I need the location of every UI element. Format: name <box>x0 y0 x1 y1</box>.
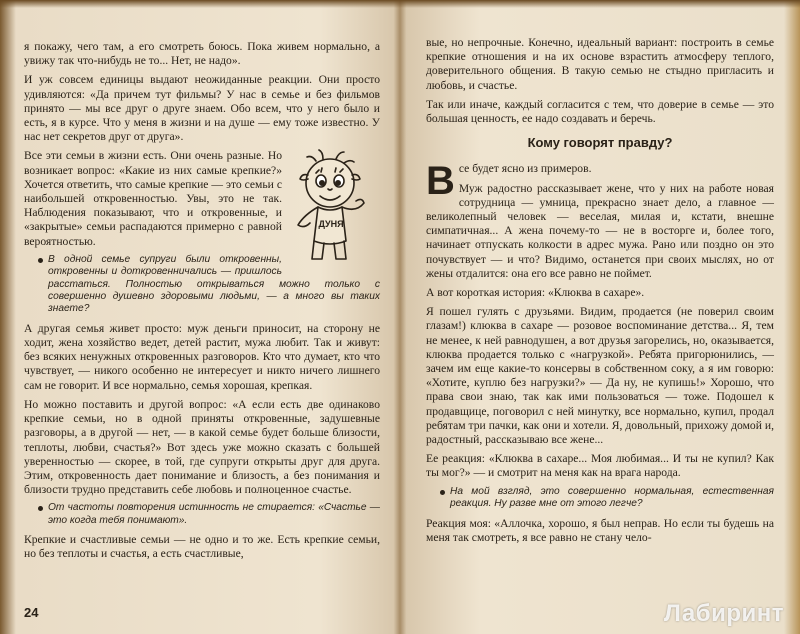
dropcap-paragraph <box>426 159 774 204</box>
paragraph: Крепкие и счастливые семьи — не одно и то же. Есть крепкие семьи, но без теплоты и счастья, а есть счастливые, <box>24 533 380 561</box>
dropcap-text: се будет ясно из примеров. <box>458 162 592 176</box>
note-bullet: В одной семье супруги были откровенны, откровенны и доткровенничались — пришлось расстаться. Полностью открываться можно только с совершенно душевно здоровыми людьми, — а много вы таких знаете? <box>38 254 380 316</box>
paragraph: я покажу, чего там, а его смотреть боюсь. Пока живем нормально, а увижу так что-нибудь не то... Нет, не надо». <box>24 40 380 68</box>
paragraph: А другая семья живет просто: муж деньги приносит, на сторону не ходит, жена хозяйство ведет, детей растит, мужа любит. Так и живут: без всяких ненужных откровенных разговоров. Кто что думает, кто что чувствует, — никого особенно не интересует и никто ничего лишнего сам не говорит. И все нормально, семья хорошая, крепкая. <box>24 321 380 392</box>
note-bullet: От частоты повторения истинность не стирается: «Счастье — это когда тебя понимают». <box>38 502 380 527</box>
left-text-column <box>24 40 380 567</box>
illustration-label: ДУНЯ <box>318 219 344 230</box>
note-bullet: На мой взгляд, это совершенно нормальная, естественная реакция. Ну разве мне от этого легче? <box>440 486 774 511</box>
paragraph: вые, но непрочные. Конечно, идеальный вариант: построить в семье крепкие отношения и на их основе взрастить атмосферу теплого, доверительного общения. В такую семью не стыдно пригласить и любовь, и счастье. <box>426 36 774 92</box>
paragraph: Муж радостно рассказывает жене, что у них на работе новая сотрудница — умница, прекрасно знает дело, а главное — великолепный человек — веселая, милая и, кстати, внешне симпатичная... А жена почему-то — не в восторге и, более того, начинает отпускать колкости в адрес мужа. Рано или поздно он это почувствует — и что? Видимо, останется при своих мыслях, но от жены отдалится: она его все равно не поймет. <box>426 181 774 280</box>
paragraph: А вот короткая история: «Клюква в сахаре». <box>426 286 645 300</box>
dropcap-letter: В <box>426 159 455 204</box>
cartoon-child-illustration <box>288 149 380 267</box>
watermark-logo: Лабиринт <box>663 600 784 627</box>
paragraph: Но можно поставить и другой вопрос: «А если есть две одинаково крепкие семьи, но в одной приняты откровенные, задушевные разговоры, а в другой — нет, — в какой семье будет больше близости, теплоты, любви, счастья?» Вот здесь уже можно сказать с большей уверенностью — скорее, в той, где супруги открыты друг для друга. Этим, откровенность дает понимание и близость, а без понимания и близости трудно представить себе любовь и полноценное счастье. <box>24 397 380 497</box>
paragraph: Все эти семьи в жизни есть. Они очень разные. Но возникает вопрос: «Какие из них самые крепкие?» Хочется ответить, что самые крепкие — это семьи с наибольшей откровенностью. Увы, это не так. Наблюдения показывают, что и откровенные, и «закрытые» семьи распадаются примерно с равной вероятностью. <box>24 149 282 248</box>
paragraph: Я пошел гулять с друзьями. Видим, продается (не поверил своим глазам!) клюква в сахаре — розовое воспоминание детства... Я, тем не менее, к ней равнодушен, а вот друзья загорелись, но, оказывается, клюква продается только с «нагрузкой». Ребята пригорюнились, — зачем им еще какие-то консервы в собственном соку, а я им говорю: «Хотите, куплю без нагрузки?» — Да ну, не купишь!» Хорошо, что права свои знаю, так как ими пользоваться — тоже. Подошел к продавщице, поговорил с ней минутку, все нормально, купил, продал ребятам три пачки, как они и хотели. Я, довольный, прихожу домой и, радостный, рассказываю все жене... <box>426 305 774 447</box>
paragraph: Так или иначе, каждый согласится с тем, что доверие в семье — это большая ценность, ее надо создавать и беречь. <box>426 97 774 126</box>
right-page <box>412 0 792 634</box>
paragraph: И уж совсем единицы выдают неожиданные реакции. Они просто удивляются: «Да причем тут фильмы? У нас в семье и без фильмов принято — мы все друг о друге знаем. Обо всем, что у него было и есть, я в курсе. Что у меня в жизни и на душе — ему тоже известно. У нас нет секретов друг от друга». <box>24 73 380 144</box>
right-text-column <box>426 36 774 550</box>
left-page <box>8 0 394 634</box>
paragraph: Реакция моя: «Аллочка, хорошо, я был неправ. Но если ты будешь на меня так смотреть, я все равно не стану чело- <box>426 516 774 544</box>
paragraph: Ее реакция: «Клюква в сахаре... Моя любимая... И ты не купил? Как ты мог?» — и смотрит на меня как на врага народа. <box>426 452 774 480</box>
section-heading: Кому говорят правду? <box>527 135 673 151</box>
page-number: 24 <box>24 605 39 620</box>
